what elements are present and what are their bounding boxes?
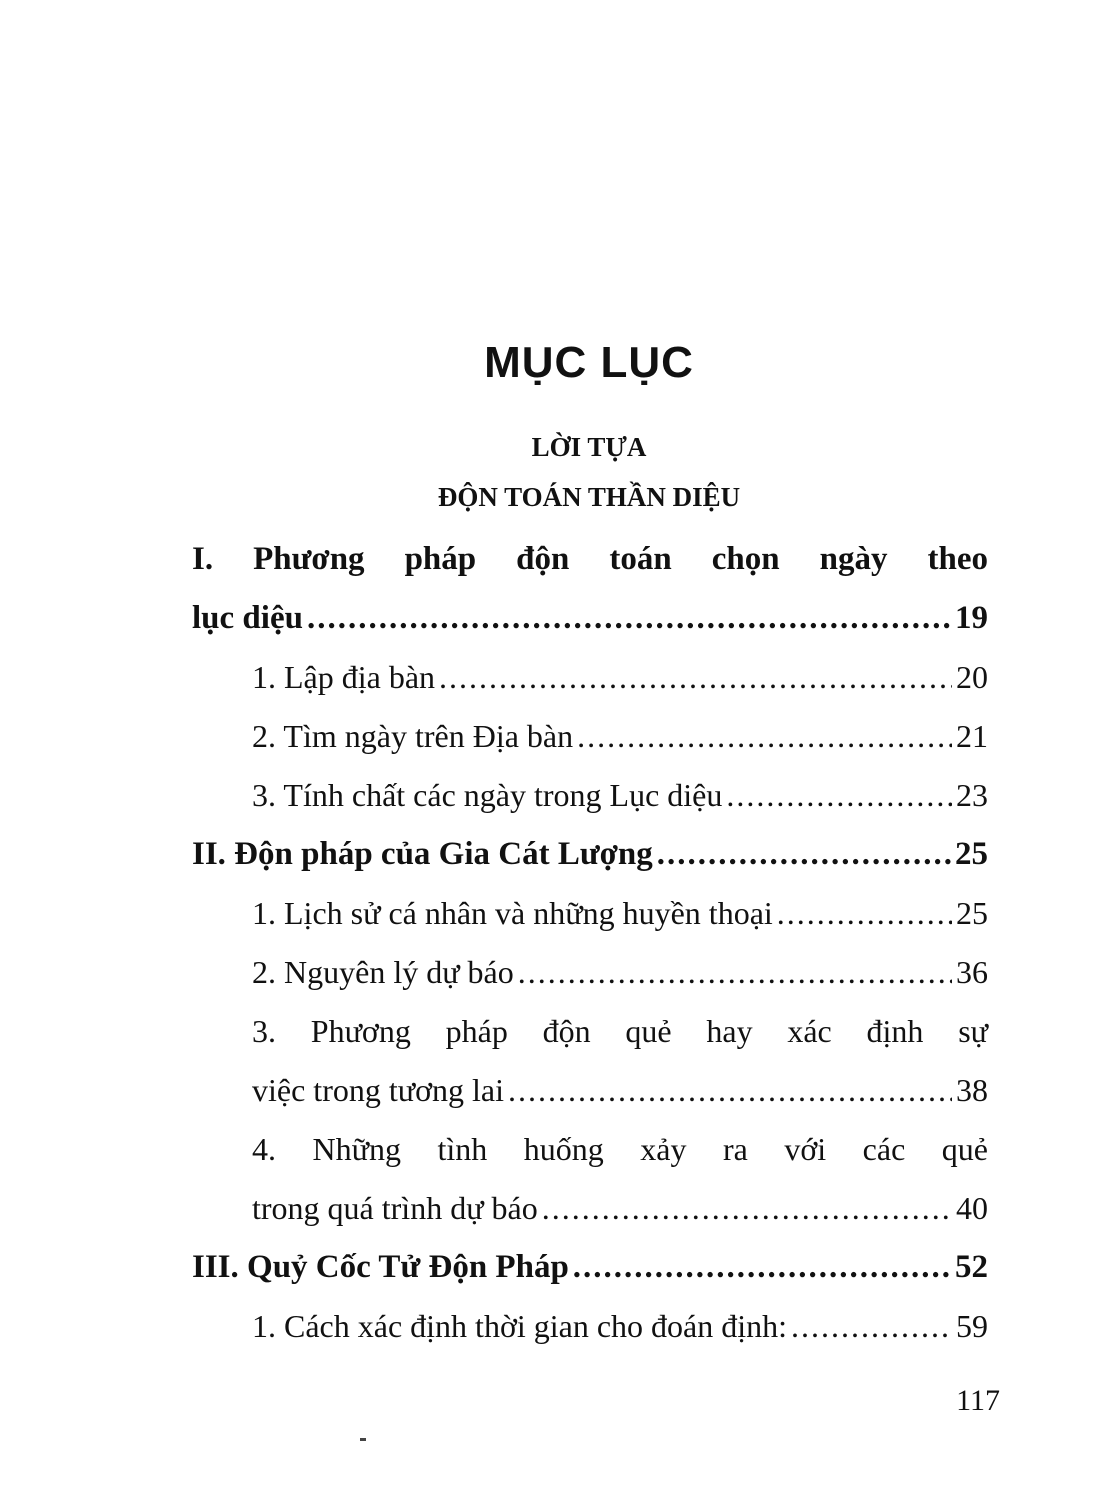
toc-entry-title: lục diệu: [192, 600, 303, 636]
toc-entry-page: 21: [956, 718, 988, 754]
toc-entry-page: 59: [956, 1308, 988, 1344]
toc-entry-title-line: 3. Phương pháp độn quẻ hay xác định sự: [252, 1013, 988, 1049]
toc-entry[interactable]: [192, 530, 988, 648]
toc-entry[interactable]: [252, 884, 988, 943]
toc-entry-page: 20: [956, 659, 988, 695]
toc-entry-title: 2. Nguyên lý dự báo: [252, 954, 514, 990]
table-of-contents: [192, 530, 988, 1356]
toc-entry[interactable]: [252, 1002, 988, 1120]
toc-entry-title: 3. Tính chất các ngày trong Lục diệu: [252, 777, 723, 813]
toc-entry[interactable]: [252, 1120, 988, 1238]
toc-entry[interactable]: [252, 648, 988, 707]
toc-entry[interactable]: [252, 943, 988, 1002]
toc-entry-title: 1. Lịch sử cá nhân và những huyền thoại: [252, 895, 773, 931]
dot-leader: [726, 766, 952, 825]
toc-entry[interactable]: [252, 707, 988, 766]
toc-entry-page: 23: [956, 777, 988, 813]
toc-entry-page: 40: [956, 1190, 988, 1226]
toc-entry-page: 19: [955, 600, 988, 636]
scan-mark: [360, 1438, 366, 1441]
toc-entry-title: 1. Cách xác định thời gian cho đoán định:: [252, 1308, 788, 1344]
toc-entry-title-line: I. Phương pháp độn toán chọn ngày theo: [192, 541, 988, 577]
dot-leader: [777, 884, 952, 943]
toc-entry-title: việc trong tương lai: [252, 1072, 504, 1108]
dot-leader: [791, 1297, 952, 1356]
toc-entry[interactable]: [192, 825, 988, 884]
toc-entry-page: 25: [956, 895, 988, 931]
toc-entry-title: trong quá trình dự báo: [252, 1190, 538, 1226]
toc-entry-page: 36: [956, 954, 988, 990]
page-number: 117: [956, 1384, 1000, 1417]
dot-leader: [439, 648, 952, 707]
toc-entry-title: II. Độn pháp của Gia Cát Lượng: [192, 836, 653, 872]
dot-leader: [518, 943, 952, 1002]
subheading-preface: LỜI TỰA: [531, 432, 647, 462]
dot-leader: [307, 589, 951, 648]
toc-entry-title: 1. Lập địa bàn: [252, 659, 436, 695]
dot-leader: [542, 1179, 952, 1238]
toc-entry-title: 2. Tìm ngày trên Địa bàn: [252, 718, 574, 754]
toc-entry-page: 38: [956, 1072, 988, 1108]
toc-entry[interactable]: [252, 1297, 988, 1356]
dot-leader: [573, 1238, 951, 1297]
toc-entry[interactable]: [192, 1238, 988, 1297]
subheading-chapter: ĐỘN TOÁN THẦN DIỆU: [437, 482, 741, 512]
dot-leader: [508, 1061, 952, 1120]
toc-entry-page: 52: [955, 1249, 988, 1285]
toc-entry-title-line: 4. Những tình huống xảy ra với các quẻ: [252, 1131, 988, 1167]
toc-entry-page: 25: [955, 836, 988, 872]
toc-entry[interactable]: [252, 766, 988, 825]
page-title: MỤC LỤC: [484, 338, 694, 387]
toc-entry-title: III. Quỷ Cốc Tử Độn Pháp: [192, 1249, 569, 1285]
dot-leader: [577, 707, 952, 766]
dot-leader: [657, 825, 951, 884]
